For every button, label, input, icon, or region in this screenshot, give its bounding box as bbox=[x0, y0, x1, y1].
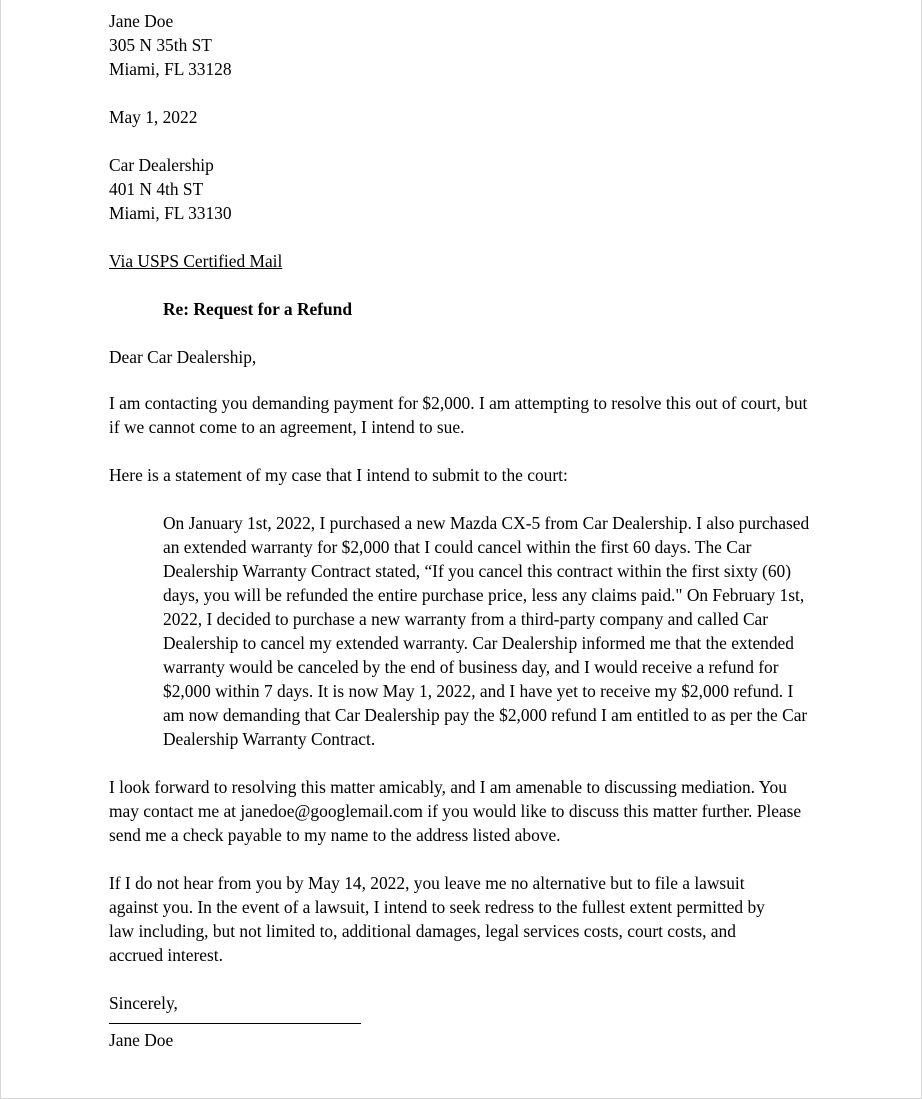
recipient-address-block bbox=[109, 153, 819, 225]
sender-city-state-zip: Miami, FL 33128 bbox=[109, 59, 232, 79]
sender-address-block bbox=[109, 9, 819, 81]
closing: Sincerely, bbox=[109, 993, 178, 1013]
letter-body bbox=[109, 9, 819, 1052]
paragraph-mediation: I look forward to resolving this matter amicably, and I am amenable to discussing mediation. You may contact me at janedoe@googlemail.com if you would like to discuss this matter further. Please send me a check payable to my name to the address listed above. bbox=[109, 777, 802, 845]
paragraph-demand: I am contacting you demanding payment for $2,000. I am attempting to resolve this out of court, but if we cannot come to an agreement, I intend to sue. bbox=[109, 393, 808, 437]
recipient-street: 401 N 4th ST bbox=[109, 179, 204, 199]
delivery-method: Via USPS Certified Mail bbox=[109, 251, 283, 271]
recipient-city-state-zip: Miami, FL 33130 bbox=[109, 203, 232, 223]
recipient-name: Car Dealership bbox=[109, 155, 214, 175]
salutation: Dear Car Dealership, bbox=[109, 347, 257, 367]
paragraph-statement-intro: Here is a statement of my case that I intend to submit to the court: bbox=[109, 465, 568, 485]
case-statement-quote: On January 1st, 2022, I purchased a new Mazda CX-5 from Car Dealership. I also purchased an extended warranty for $2,000 that I could cancel within the first 60 days. The Car Dealership Warranty Contract stated, “If you cancel this contract within the first sixty (60) days, you will be refunded the entire purchase price, less any claims paid." On February 1st, 2022, I decided to purchase a new warranty from a third-party company and called Car Dealership to cancel my extended warranty. Car Dealership informed me that the extended warranty would be canceled by the end of business day, and I would receive a refund for $2,000 within 7 days. It is now May 1, 2022, and I have yet to receive my $2,000 refund. I am now demanding that Car Dealership pay the $2,000 refund I am entitled to as per the Car Dealership Warranty Contract. bbox=[163, 513, 810, 749]
paragraph-lawsuit-warning: If I do not hear from you by May 14, 2022, you leave me no alternative but to file a lawsuit against you. In the event of a lawsuit, I intend to seek redress to the fullest extent permitted by law including, but not limited to, additional damages, legal services costs, court costs, and accrued interest. bbox=[109, 873, 765, 965]
signature-name: Jane Doe bbox=[109, 1030, 174, 1050]
signature-line bbox=[109, 1023, 361, 1024]
sender-name: Jane Doe bbox=[109, 11, 174, 31]
sender-street: 305 N 35th ST bbox=[109, 35, 212, 55]
letter-date: May 1, 2022 bbox=[109, 107, 198, 127]
subject-line: Re: Request for a Refund bbox=[163, 299, 353, 319]
